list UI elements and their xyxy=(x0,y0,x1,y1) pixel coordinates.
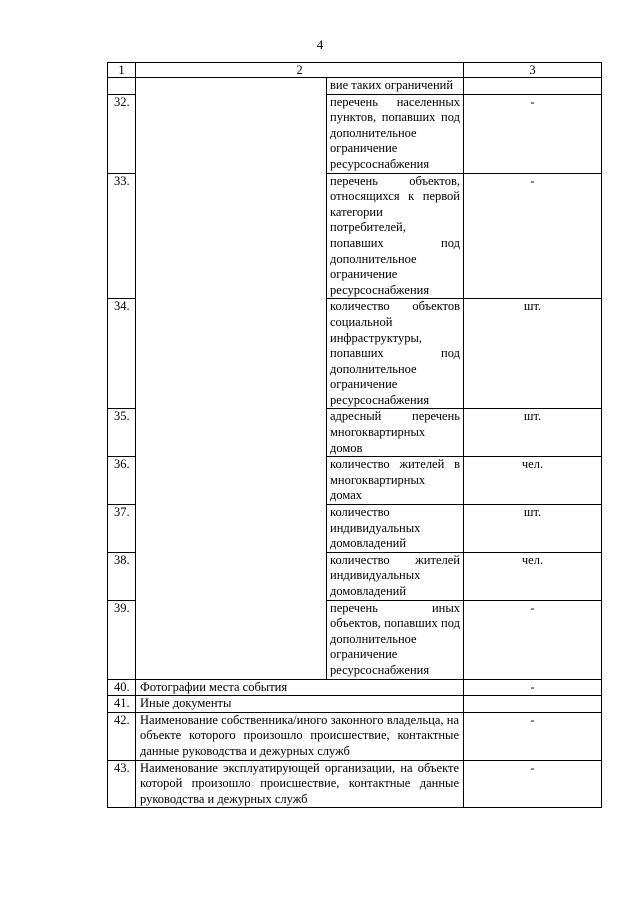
merged-parent-cell xyxy=(136,78,327,680)
row-number: 39. xyxy=(108,600,136,679)
row-number: 32. xyxy=(108,94,136,173)
row-text: перечень населенных пунктов, попавших под дополнительное ограничение ресурсоснабжения xyxy=(327,94,464,173)
row-text: перечень иных объектов, попавших под дополнительное ограничение ресурсоснабжения xyxy=(327,600,464,679)
row-number: 34. xyxy=(108,299,136,409)
unit-cell: - xyxy=(464,600,602,679)
row-number: 36. xyxy=(108,457,136,505)
row-text: количество жителей индивидуальных домовладений xyxy=(327,552,464,600)
row-number: 43. xyxy=(108,760,136,808)
unit-cell: шт. xyxy=(464,505,602,553)
table-row xyxy=(108,760,602,808)
header-col-3: 3 xyxy=(464,63,602,78)
table-row xyxy=(108,78,602,95)
row-text: перечень объектов, относящихся к первой категории потребителей, попавших под дополнительное ограничение ресурсоснабжения xyxy=(327,173,464,299)
unit-cell: чел. xyxy=(464,552,602,600)
unit-cell: - xyxy=(464,173,602,299)
row-text: Наименование собственника/иного законного владельца, на объекте которого произошло происшествие, контактные данные руководства и дежурных служб xyxy=(136,712,464,760)
row-text: Иные документы xyxy=(136,696,464,713)
unit-cell: шт. xyxy=(464,409,602,457)
row-text: количество жителей в многоквартирных домах xyxy=(327,457,464,505)
row-number: 41. xyxy=(108,696,136,713)
data-table xyxy=(107,62,602,808)
unit-cell: шт. xyxy=(464,299,602,409)
header-col-1: 1 xyxy=(108,63,136,78)
row-number: 40. xyxy=(108,679,136,696)
table-row xyxy=(108,712,602,760)
unit-cell: - xyxy=(464,94,602,173)
row-number: 33. xyxy=(108,173,136,299)
continuation-text: вие таких ограничений xyxy=(327,78,464,95)
table-row xyxy=(108,696,602,713)
row-number: 38. xyxy=(108,552,136,600)
row-number xyxy=(108,78,136,95)
table-row xyxy=(108,679,602,696)
row-text: количество индивидуальных домовладений xyxy=(327,505,464,553)
row-text: Наименование эксплуатирующей организации, на объекте которой произошло происшествие, контактные данные руководства и дежурных служб xyxy=(136,760,464,808)
row-number: 42. xyxy=(108,712,136,760)
unit-cell: - xyxy=(464,760,602,808)
unit-cell: - xyxy=(464,679,602,696)
row-number: 37. xyxy=(108,505,136,553)
unit-cell: - xyxy=(464,712,602,760)
header-col-2: 2 xyxy=(136,63,464,78)
unit-cell xyxy=(464,78,602,95)
unit-cell xyxy=(464,696,602,713)
row-text: Фотографии места события xyxy=(136,679,464,696)
row-number: 35. xyxy=(108,409,136,457)
table-header-row xyxy=(108,63,602,78)
unit-cell: чел. xyxy=(464,457,602,505)
row-text: адресный перечень многоквартирных домов xyxy=(327,409,464,457)
row-text: количество объектов социальной инфраструктуры, попавших под дополнительное ограничение ресурсоснабжения xyxy=(327,299,464,409)
page-number: 4 xyxy=(316,37,324,52)
